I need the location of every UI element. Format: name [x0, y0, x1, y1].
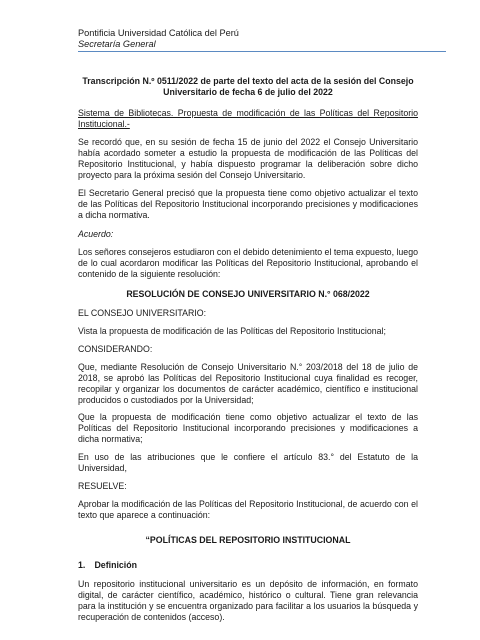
agreement-label: Acuerdo:	[78, 229, 114, 239]
paragraph-secretary: El Secretario General precisó que la propuesta tiene como objetivo actualizar el texto de las Políticas del Repositorio Institucional incorporando precisiones y modificaciones a dicha normativa.	[78, 188, 418, 220]
subject-line: Sistema de Bibliotecas. Propuesta de modificación de las Políticas del Repositorio Institucional.-	[78, 108, 418, 129]
council-heading: EL CONSEJO UNIVERSITARIO:	[78, 308, 207, 318]
paragraph-attributions: En uso de las atribuciones que le confiere el artículo 83.° del Estatuto de la Universidad,	[78, 452, 418, 473]
paragraph-vista: Vista la propuesta de modificación de las Políticas del Repositorio Institucional;	[78, 326, 386, 336]
section-title: Definición	[94, 560, 137, 570]
resolution-title: RESOLUCIÓN DE CONSEJO UNIVERSITARIO N.° 068/2022	[126, 289, 370, 299]
header-office: Secretaría General	[78, 39, 156, 49]
header-institution: Pontificia Universidad Católica del Perú	[78, 28, 239, 38]
document-title-line-2: Universitario de fecha 6 de julio del 2022	[163, 87, 333, 97]
section-paragraph: Un repositorio institucional universitario es un depósito de información, en formato digital, de carácter científico, académico, histórico o cultural. Tiene gran relevancia para la institución y se encuentra organizado para facilitar a los usuarios la búsqueda y recuperación de contenidos (acceso).	[78, 579, 418, 622]
header-rule	[78, 51, 446, 52]
resolves-heading: RESUELVE:	[78, 481, 127, 491]
section-number: 1.	[78, 560, 86, 570]
document-title	[78, 76, 418, 98]
considering-heading: CONSIDERANDO:	[78, 344, 153, 354]
considering-paragraph-1: Que, mediante Resolución de Consejo Universitario N.° 203/2018 del 18 de julio de 2018, se aprobó las Políticas del Repositorio Institucional cuya finalidad es recoger, recopilar y organizar los documentos de carácter académico, científico e institucional producidos o custodiados por la Universidad;	[78, 362, 418, 405]
considering-paragraph-2: Que la propuesta de modificación tiene como objetivo actualizar el texto de las Políticas del Repositorio Institucional incorporando precisiones y modificaciones a dicha normativa;	[78, 412, 418, 444]
paragraph-recall: Se recordó que, en su sesión de fecha 15 de junio del 2022 el Consejo Universitario había acordado someter a estudio la propuesta de modificación de las Políticas del Repositorio Institucional, y había dispuesto programar la deliberación sobre dicho proyecto para la próxima sesión del Consejo Universitario.	[78, 137, 418, 180]
policy-title: “POLÍTICAS DEL REPOSITORIO INSTITUCIONAL	[145, 535, 351, 545]
paragraph-councilors: Los señores consejeros estudiaron con el debido detenimiento el tema expuesto, luego de lo cual acordaron modificar las Políticas del Repositorio Institucional, aprobando el contenido de la siguiente resolución:	[78, 247, 418, 279]
document-title-line-1: Transcripción N.º 0511/2022 de parte del texto del acta de la sesión del Consejo	[82, 76, 414, 86]
section-heading	[78, 560, 418, 571]
paragraph-approve: Aprobar la modificación de las Políticas del Repositorio Institucional, de acuerdo con el texto que aparece a continuación:	[78, 499, 418, 520]
